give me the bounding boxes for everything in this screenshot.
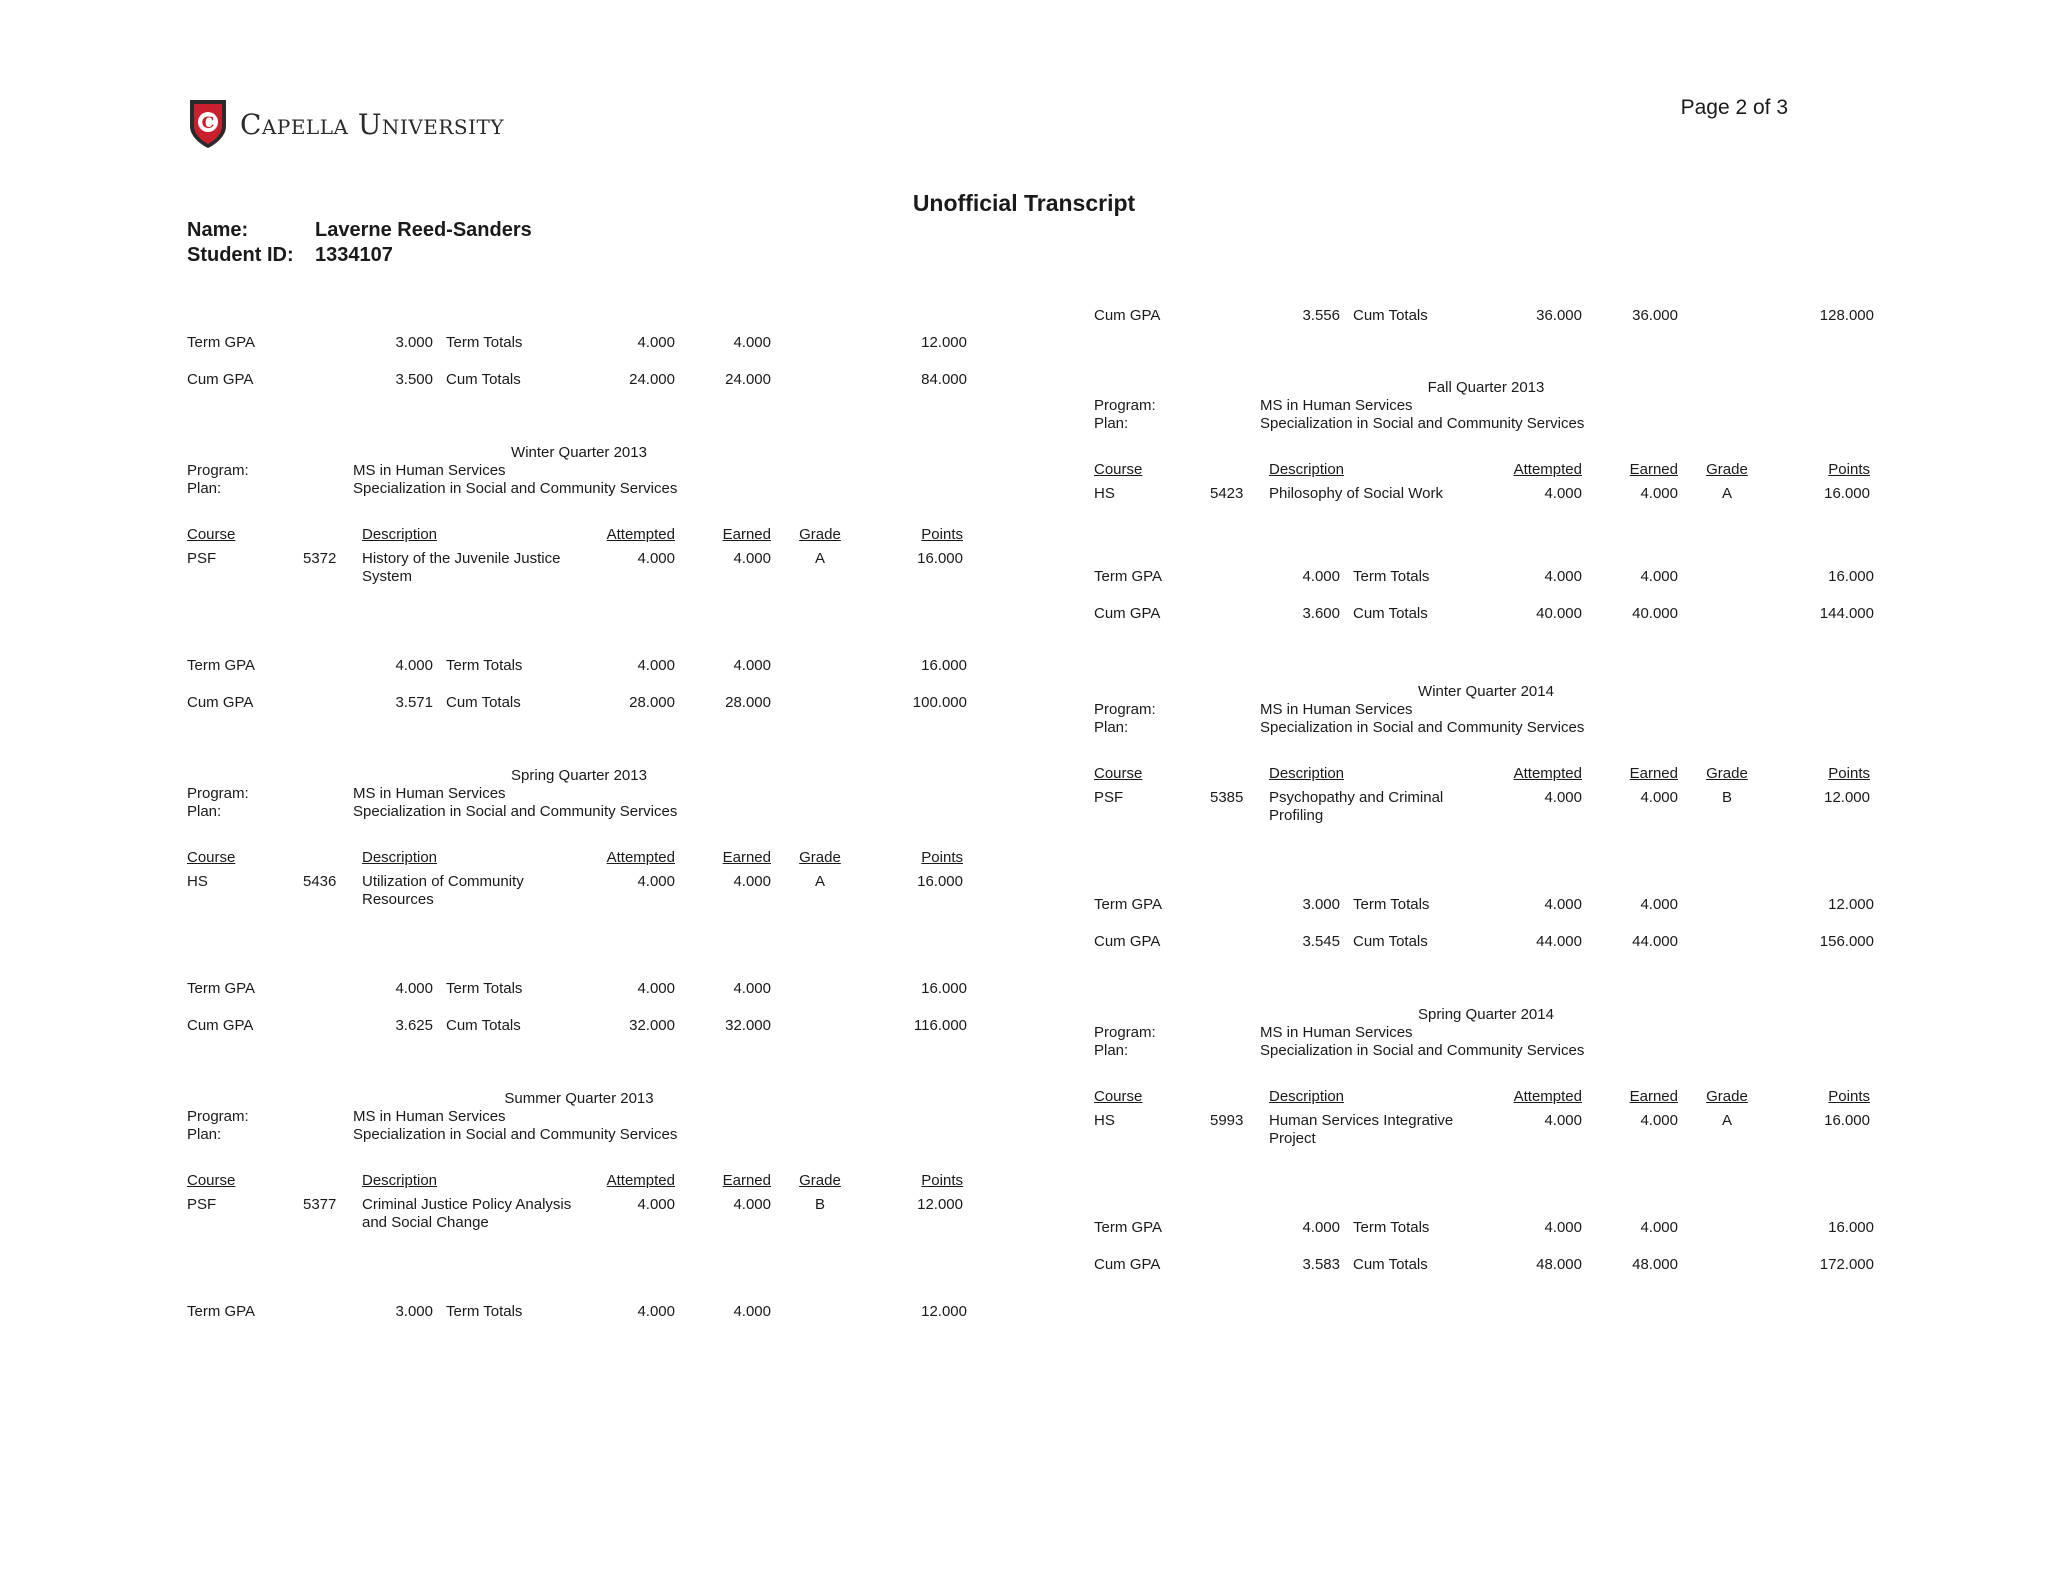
table-row: HS 5993 Human Services Integrative Project 4.000 4.000 A 16.000 (1094, 1112, 1870, 1147)
page-title: Unofficial Transcript (912, 190, 1136, 216)
term-gpa-row: Term GPA 4.000 Term Totals 4.000 4.000 16.000 (1094, 1219, 1874, 1236)
student-id: 1334107 (315, 244, 393, 266)
course-header: Course Description Attempted Earned Grade Points (187, 1172, 963, 1189)
term-name: Summer Quarter 2013 (504, 1090, 654, 1107)
term-gpa-row: Term GPA 3.000 Term Totals 4.000 4.000 12.000 (1094, 896, 1874, 913)
term-name: Fall Quarter 2013 (1427, 379, 1545, 396)
university-logo (186, 96, 504, 152)
term-name: Winter Quarter 2014 (1418, 683, 1554, 700)
cum-gpa-row: Cum GPA 3.571 Cum Totals 28.000 28.000 100.000 (187, 694, 967, 711)
term-gpa-row: Term GPA 3.000 Term Totals 4.000 4.000 12.000 (187, 1303, 967, 1320)
term-gpa-row: Term GPA 4.000 Term Totals 4.000 4.000 16.000 (1094, 568, 1874, 585)
cum-gpa-row: Cum GPA 3.500 Cum Totals 24.000 24.000 84.000 (187, 371, 967, 388)
term-name: Winter Quarter 2013 (511, 444, 647, 461)
term-gpa-row: Term GPA 4.000 Term Totals 4.000 4.000 16.000 (187, 980, 967, 997)
table-row: PSF 5385 Psychopathy and Criminal Profiling 4.000 4.000 B 12.000 (1094, 789, 1870, 824)
cum-gpa-row: Cum GPA 3.583 Cum Totals 48.000 48.000 172.000 (1094, 1256, 1874, 1273)
course-header: Course Description Attempted Earned Grade Points (187, 526, 963, 543)
page-number: Page 2 of 3 (1680, 96, 1788, 119)
table-row: PSF 5372 History of the Juvenile Justice System 4.000 4.000 A 16.000 (187, 550, 963, 585)
cum-gpa-row: Cum GPA 3.545 Cum Totals 44.000 44.000 156.000 (1094, 933, 1874, 950)
student-name: Laverne Reed-Sanders (315, 219, 532, 241)
term-name: Spring Quarter 2013 (511, 767, 647, 784)
cum-gpa-row: Cum GPA 3.625 Cum Totals 32.000 32.000 116.000 (187, 1017, 967, 1034)
name-label: Name: (187, 219, 249, 241)
term-gpa-row: Term GPA 3.000 Term Totals 4.000 4.000 12.000 (187, 334, 967, 351)
course-header: Course Description Attempted Earned Grade Points (187, 849, 963, 866)
student-id-label: Student ID: (187, 244, 294, 266)
svg-text:C: C (201, 113, 215, 132)
term-gpa-row: Term GPA 4.000 Term Totals 4.000 4.000 16.000 (187, 657, 967, 674)
course-header: Course Description Attempted Earned Grade Points (1094, 461, 1870, 478)
shield-icon (186, 96, 230, 152)
term-name: Spring Quarter 2014 (1418, 1006, 1554, 1023)
cum-gpa-row: Cum GPA 3.600 Cum Totals 40.000 40.000 144.000 (1094, 605, 1874, 622)
table-row: PSF 5377 Criminal Justice Policy Analysis and Social Change 4.000 4.000 B 12.000 (187, 1196, 963, 1231)
table-row: HS 5423 Philosophy of Social Work 4.000 4.000 A 16.000 (1094, 485, 1870, 502)
course-header: Course Description Attempted Earned Grade Points (1094, 765, 1870, 782)
university-name: Capella University (240, 107, 505, 141)
table-row: HS 5436 Utilization of Community Resources 4.000 4.000 A 16.000 (187, 873, 963, 908)
course-header: Course Description Attempted Earned Grade Points (1094, 1088, 1870, 1105)
cum-gpa-row: Cum GPA 3.556 Cum Totals 36.000 36.000 128.000 (1094, 307, 1874, 324)
